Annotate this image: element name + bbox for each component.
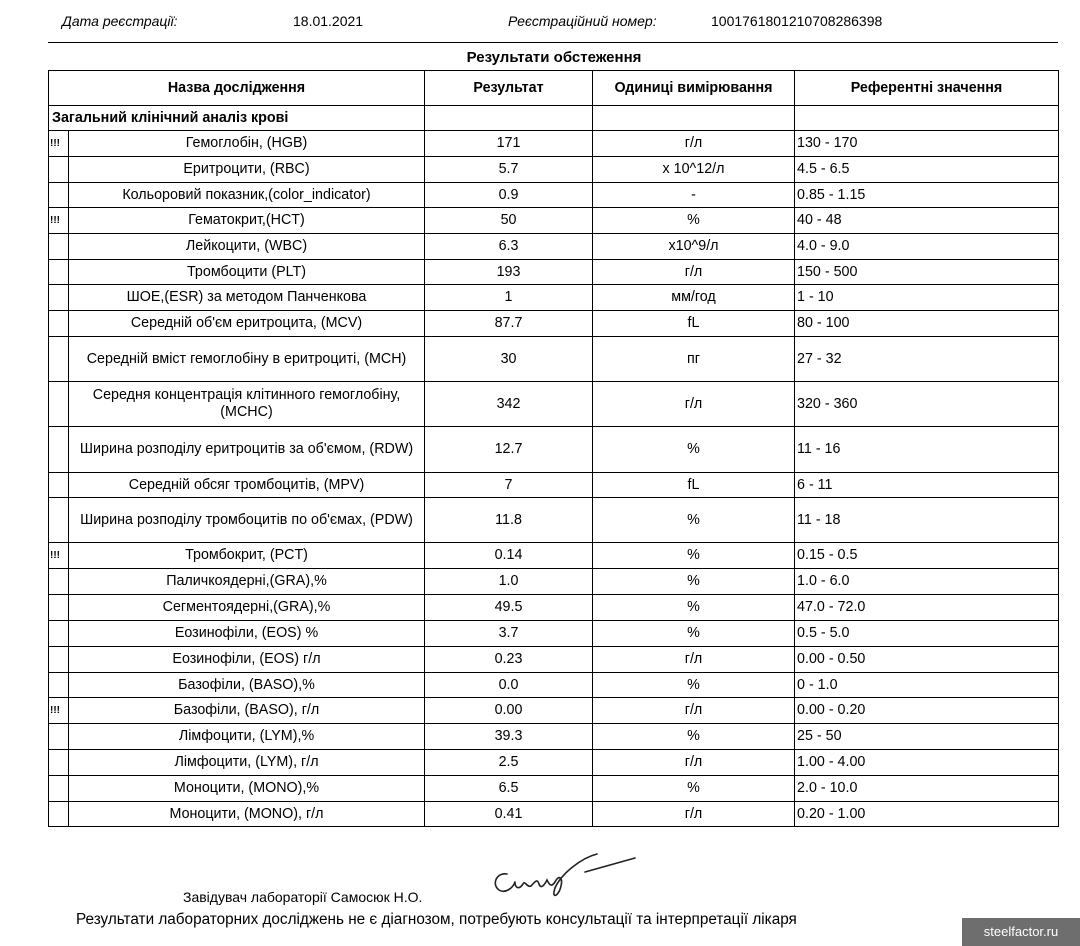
abnormal-flag bbox=[49, 382, 69, 427]
test-name: Паличкоядерні,(GRA),% bbox=[69, 569, 425, 595]
table-row bbox=[49, 337, 1059, 382]
column-header-result: Результат bbox=[425, 71, 593, 106]
test-reference: 2.0 - 10.0 bbox=[795, 776, 1059, 802]
watermark: steelfactor.ru bbox=[962, 918, 1080, 946]
abnormal-flag bbox=[49, 498, 69, 543]
abnormal-flag bbox=[49, 234, 69, 260]
test-unit: г/л bbox=[593, 647, 795, 673]
test-unit: % bbox=[593, 595, 795, 621]
test-name: Сегментоядерні,(GRA),% bbox=[69, 595, 425, 621]
column-header-name: Назва дослідження bbox=[49, 71, 425, 106]
test-name: Тромбоцити (PLT) bbox=[69, 260, 425, 285]
test-result: 342 bbox=[425, 382, 593, 427]
test-result: 0.9 bbox=[425, 183, 593, 208]
registration-number-label: Реєстраційний номер: bbox=[508, 13, 657, 29]
table-row bbox=[49, 621, 1059, 647]
table-row bbox=[49, 260, 1059, 285]
test-reference: 1.0 - 6.0 bbox=[795, 569, 1059, 595]
test-result: 1 bbox=[425, 285, 593, 311]
test-reference: 1.00 - 4.00 bbox=[795, 750, 1059, 776]
handwritten-signature bbox=[485, 844, 645, 904]
test-result: 11.8 bbox=[425, 498, 593, 543]
test-result: 0.23 bbox=[425, 647, 593, 673]
test-unit: пг bbox=[593, 337, 795, 382]
test-unit: г/л bbox=[593, 750, 795, 776]
abnormal-flag bbox=[49, 260, 69, 285]
test-name: Гемоглобін, (HGB) bbox=[69, 131, 425, 157]
test-unit: % bbox=[593, 673, 795, 698]
abnormal-flag bbox=[49, 776, 69, 802]
test-unit: % bbox=[593, 724, 795, 750]
test-unit: fL bbox=[593, 473, 795, 498]
test-unit: fL bbox=[593, 311, 795, 337]
table-row bbox=[49, 131, 1059, 157]
section-row bbox=[49, 106, 1059, 131]
test-reference: 4.5 - 6.5 bbox=[795, 157, 1059, 183]
test-result: 3.7 bbox=[425, 621, 593, 647]
test-result: 0.14 bbox=[425, 543, 593, 569]
section-title: Загальний клінічний аналіз крові bbox=[49, 106, 425, 131]
table-row bbox=[49, 673, 1059, 698]
test-unit: % bbox=[593, 621, 795, 647]
table-row bbox=[49, 382, 1059, 427]
table-row bbox=[49, 183, 1059, 208]
abnormal-flag bbox=[49, 724, 69, 750]
test-reference: 0.00 - 0.20 bbox=[795, 698, 1059, 724]
test-unit: мм/год bbox=[593, 285, 795, 311]
table-row bbox=[49, 473, 1059, 498]
abnormal-flag bbox=[49, 473, 69, 498]
table-row bbox=[49, 285, 1059, 311]
test-name: Базофіли, (BASO), г/л bbox=[69, 698, 425, 724]
abnormal-flag bbox=[49, 285, 69, 311]
test-name: Еритроцити, (RBC) bbox=[69, 157, 425, 183]
test-name: Базофіли, (BASO),% bbox=[69, 673, 425, 698]
test-name: Середній об'єм еритроцита, (MCV) bbox=[69, 311, 425, 337]
test-unit: % bbox=[593, 427, 795, 473]
test-result: 6.3 bbox=[425, 234, 593, 260]
test-reference: 0.00 - 0.50 bbox=[795, 647, 1059, 673]
abnormal-flag bbox=[49, 157, 69, 183]
abnormal-flag: !!! bbox=[49, 208, 69, 234]
test-result: 49.5 bbox=[425, 595, 593, 621]
test-result: 171 bbox=[425, 131, 593, 157]
test-reference: 0.15 - 0.5 bbox=[795, 543, 1059, 569]
test-reference: 130 - 170 bbox=[795, 131, 1059, 157]
test-name: Ширина розподілу тромбоцитів по об'ємах, (PDW) bbox=[69, 498, 425, 543]
results-table bbox=[48, 70, 1059, 827]
test-reference: 320 - 360 bbox=[795, 382, 1059, 427]
test-name: Лімфоцити, (LYM),% bbox=[69, 724, 425, 750]
test-reference: 80 - 100 bbox=[795, 311, 1059, 337]
test-name: Еозинофіли, (EOS) % bbox=[69, 621, 425, 647]
registration-date: 18.01.2021 bbox=[293, 13, 364, 29]
test-result: 87.7 bbox=[425, 311, 593, 337]
abnormal-flag bbox=[49, 569, 69, 595]
table-row bbox=[49, 750, 1059, 776]
table-row bbox=[49, 647, 1059, 673]
test-result: 6.5 bbox=[425, 776, 593, 802]
test-name: Гематокрит,(HCT) bbox=[69, 208, 425, 234]
test-name: Еозинофіли, (EOS) г/л bbox=[69, 647, 425, 673]
table-row bbox=[49, 543, 1059, 569]
test-result: 0.00 bbox=[425, 698, 593, 724]
abnormal-flag: !!! bbox=[49, 698, 69, 724]
abnormal-flag bbox=[49, 621, 69, 647]
test-name: Моноцити, (MONO),% bbox=[69, 776, 425, 802]
test-result: 39.3 bbox=[425, 724, 593, 750]
test-unit: % bbox=[593, 569, 795, 595]
test-unit: г/л bbox=[593, 131, 795, 157]
page-title: Результати обстеження bbox=[466, 49, 642, 66]
abnormal-flag bbox=[49, 802, 69, 827]
test-result: 30 bbox=[425, 337, 593, 382]
test-reference: 150 - 500 bbox=[795, 260, 1059, 285]
table-row bbox=[49, 311, 1059, 337]
test-name: Ширина розподілу еритроцитів за об'ємом, (RDW) bbox=[69, 427, 425, 473]
test-name: Моноцити, (MONO), г/л bbox=[69, 802, 425, 827]
test-reference: 11 - 18 bbox=[795, 498, 1059, 543]
table-row bbox=[49, 724, 1059, 750]
test-reference: 47.0 - 72.0 bbox=[795, 595, 1059, 621]
test-name: Середній вміст гемоглобіну в еритроциті, (MCH) bbox=[69, 337, 425, 382]
column-header-reference: Референтні значення bbox=[795, 71, 1059, 106]
test-unit: г/л bbox=[593, 382, 795, 427]
test-unit: x 10^12/л bbox=[593, 157, 795, 183]
table-row bbox=[49, 569, 1059, 595]
test-reference: 0.5 - 5.0 bbox=[795, 621, 1059, 647]
test-reference: 0.85 - 1.15 bbox=[795, 183, 1059, 208]
table-row bbox=[49, 776, 1059, 802]
test-reference: 27 - 32 bbox=[795, 337, 1059, 382]
abnormal-flag bbox=[49, 311, 69, 337]
test-name: Кольоровий показник,(color_indicator) bbox=[69, 183, 425, 208]
test-result: 5.7 bbox=[425, 157, 593, 183]
registration-date-label: Дата реєстрації: bbox=[62, 13, 178, 29]
test-reference: 4.0 - 9.0 bbox=[795, 234, 1059, 260]
test-unit: % bbox=[593, 208, 795, 234]
test-unit: x10^9/л bbox=[593, 234, 795, 260]
test-result: 2.5 bbox=[425, 750, 593, 776]
test-name: Середня концентрація клітинного гемоглобіну, (MCHC) bbox=[69, 382, 425, 427]
table-row bbox=[49, 698, 1059, 724]
test-name: Тромбокрит, (PCT) bbox=[69, 543, 425, 569]
test-result: 0.41 bbox=[425, 802, 593, 827]
test-reference: 6 - 11 bbox=[795, 473, 1059, 498]
table-row bbox=[49, 208, 1059, 234]
lab-head-signature-line: Завідувач лабораторії Самосюк Н.О. bbox=[183, 889, 423, 905]
table-row bbox=[49, 157, 1059, 183]
test-reference: 0 - 1.0 bbox=[795, 673, 1059, 698]
test-unit: % bbox=[593, 498, 795, 543]
test-name: Лімфоцити, (LYM), г/л bbox=[69, 750, 425, 776]
abnormal-flag bbox=[49, 673, 69, 698]
registration-header bbox=[48, 0, 1058, 43]
test-result: 12.7 bbox=[425, 427, 593, 473]
test-name: Лейкоцити, (WBC) bbox=[69, 234, 425, 260]
registration-number: 1001761801210708286398 bbox=[711, 13, 883, 29]
test-name: ШОЕ,(ESR) за методом Панченкова bbox=[69, 285, 425, 311]
test-unit: - bbox=[593, 183, 795, 208]
test-unit: г/л bbox=[593, 260, 795, 285]
test-name: Середній обсяг тромбоцитів, (MPV) bbox=[69, 473, 425, 498]
test-reference: 40 - 48 bbox=[795, 208, 1059, 234]
test-result: 50 bbox=[425, 208, 593, 234]
test-unit: г/л bbox=[593, 802, 795, 827]
abnormal-flag: !!! bbox=[49, 543, 69, 569]
table-header-row bbox=[49, 71, 1059, 106]
test-result: 7 bbox=[425, 473, 593, 498]
abnormal-flag bbox=[49, 647, 69, 673]
test-unit: % bbox=[593, 543, 795, 569]
table-row bbox=[49, 427, 1059, 473]
test-reference: 11 - 16 bbox=[795, 427, 1059, 473]
abnormal-flag bbox=[49, 427, 69, 473]
test-result: 0.0 bbox=[425, 673, 593, 698]
table-row bbox=[49, 498, 1059, 543]
table-row bbox=[49, 802, 1059, 827]
test-reference: 0.20 - 1.00 bbox=[795, 802, 1059, 827]
column-header-unit: Одиниці вимірювання bbox=[593, 71, 795, 106]
test-reference: 1 - 10 bbox=[795, 285, 1059, 311]
test-result: 1.0 bbox=[425, 569, 593, 595]
abnormal-flag: !!! bbox=[49, 131, 69, 157]
abnormal-flag bbox=[49, 595, 69, 621]
disclaimer: Результати лабораторних досліджень не є діагнозом, потребують консультації та інтерпретації лікаря bbox=[76, 911, 797, 928]
abnormal-flag bbox=[49, 750, 69, 776]
test-unit: % bbox=[593, 776, 795, 802]
table-row bbox=[49, 595, 1059, 621]
abnormal-flag bbox=[49, 183, 69, 208]
test-result: 193 bbox=[425, 260, 593, 285]
table-row bbox=[49, 234, 1059, 260]
test-unit: г/л bbox=[593, 698, 795, 724]
abnormal-flag bbox=[49, 337, 69, 382]
test-reference: 25 - 50 bbox=[795, 724, 1059, 750]
